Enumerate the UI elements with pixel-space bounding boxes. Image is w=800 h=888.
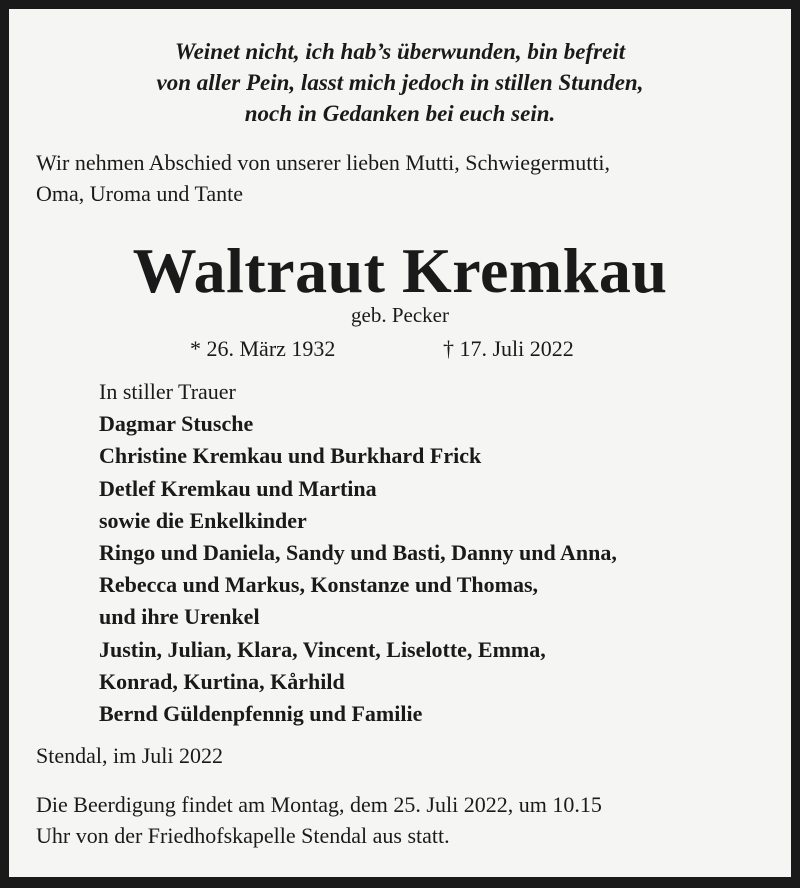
intro-line: Oma, Uroma und Tante <box>36 181 244 206</box>
mourner-line: Dagmar Stusche <box>99 411 254 437</box>
funeral-line: Uhr von der Friedhofskapelle Stendal aus statt. <box>36 823 450 848</box>
mourner-line: Christine Kremkau und Burkhard Frick <box>99 443 482 469</box>
maiden-name: geb. Pecker <box>351 303 449 327</box>
farewell-intro <box>36 147 776 209</box>
birth-date: * 26. März 1932 <box>190 336 336 361</box>
mourner-line: Konrad, Kurtina, Kårhild <box>99 668 345 694</box>
place-and-date: Stendal, im Juli 2022 <box>36 743 223 768</box>
intro-line: Wir nehmen Abschied von unserer lieben Mutti, Schwiegermutti, <box>36 150 611 175</box>
obituary-notice <box>9 9 791 877</box>
mourner-line: sowie die Enkelkinder <box>99 507 307 533</box>
funeral-line: Die Beerdigung findet am Montag, dem 25. Juli 2022, um 10.15 <box>36 792 602 817</box>
mourner-line: Detlef Kremkau und Martina <box>99 475 377 501</box>
mourner-line: und ihre Urenkel <box>99 604 260 630</box>
memorial-poem <box>9 36 791 129</box>
poem-line: noch in Gedanken bei euch sein. <box>244 101 556 126</box>
mourner-line: Rebecca und Markus, Konstanze und Thomas, <box>99 572 539 598</box>
mourner-line: Justin, Julian, Klara, Vincent, Liselotte, Emma, <box>99 636 546 662</box>
mourner-line: In stiller Trauer <box>99 379 236 404</box>
mourner-line: Ringo und Daniela, Sandy und Basti, Danny und Anna, <box>99 540 617 566</box>
death-date: † 17. Juli 2022 <box>443 336 574 361</box>
deceased-name: Waltraut Kremkau <box>132 235 668 306</box>
funeral-info <box>36 789 776 851</box>
mourners-list <box>99 376 779 730</box>
poem-line: Weinet nicht, ich hab’s überwunden, bin befreit <box>174 39 626 64</box>
mourner-line: Bernd Güldenpfennig und Familie <box>99 701 423 727</box>
poem-line: von aller Pein, lasst mich jedoch in stillen Stunden, <box>156 70 644 95</box>
